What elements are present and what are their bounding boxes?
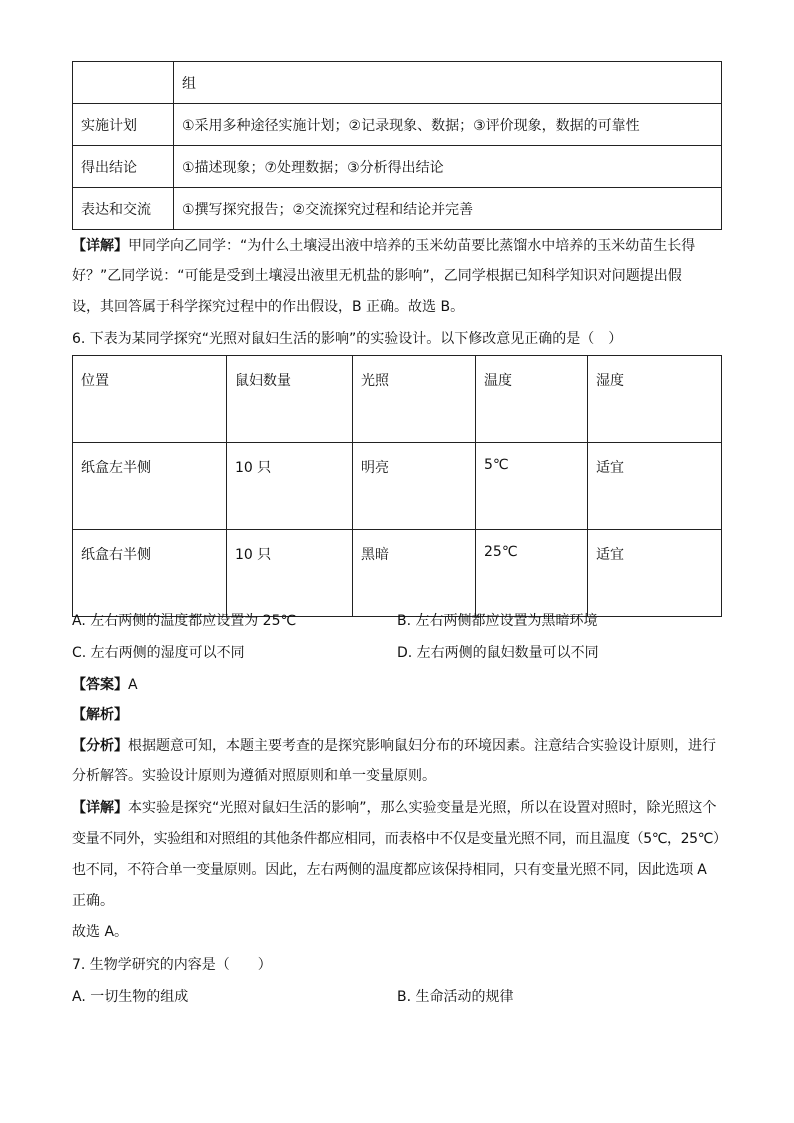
q6-detail-line-3: 也不同，不符合单一变量原则。因此，左右两侧的温度都应该保持相同，只有变量光照不同，因此选项 A: [72, 862, 707, 878]
q5-detail-line-2: 好？”乙同学说：“可能是受到土壤浸出液里无机盐的影响”，乙同学根据已知科学知识对问题提出假: [72, 268, 682, 284]
table-cell: 适宜: [588, 443, 722, 530]
q6-question: 6. 下表为某同学探究“光照对鼠妇生活的影响”的实验设计。以下修改意见正确的是（ ）: [72, 331, 623, 347]
q5-detail-line-1: [72, 236, 722, 256]
step-cell: 得出结论: [73, 146, 174, 188]
detail-tag: 【详解】: [72, 238, 128, 254]
table-cell: 明亮: [353, 443, 476, 530]
table-row: [73, 443, 722, 530]
q6-detail-line-1: [72, 798, 722, 818]
table-cell: 5℃: [476, 443, 588, 530]
table-row: [73, 530, 722, 617]
header-cell: 鼠妇数量: [227, 356, 353, 443]
table-row: [73, 62, 722, 104]
q6-detail-line-4: 正确。: [72, 893, 114, 909]
q6-option-a: A. 左右两侧的温度都应设置为 25℃: [72, 613, 297, 629]
q6-fenxi-line-1: [72, 736, 722, 756]
header-cell: 位置: [73, 356, 227, 443]
content-cell: ①撰写探究报告；②交流探究过程和结论并完善: [174, 188, 722, 230]
q7-option-b: B. 生命活动的规律: [397, 989, 514, 1005]
step-cell: 实施计划: [73, 104, 174, 146]
q5-detail-line-3: 设，其回答属于科学探究过程中的作出假设，B 正确。故选 B。: [72, 299, 465, 315]
fenxi-text: 根据题意可知，本题主要考查的是探究影响鼠妇分布的环境因素。注意结合实验设计原则，进行: [128, 738, 716, 754]
header-cell: 光照: [353, 356, 476, 443]
detail-text: 甲同学向乙同学：“为什么土壤浸出液中培养的玉米幼苗要比蒸馏水中培养的玉米幼苗生长得: [128, 238, 696, 254]
q6-option-d: D. 左右两侧的鼠妇数量可以不同: [397, 645, 599, 661]
table-row: [73, 104, 722, 146]
content-cell: 组: [174, 62, 722, 104]
step-cell: 表达和交流: [73, 188, 174, 230]
analysis-tag: 【解析】: [72, 707, 128, 723]
table-cell: 纸盒右半侧: [73, 530, 227, 617]
q6-answer: [72, 675, 722, 695]
q6-fenxi-line-2: 分析解答。实验设计原则为遵循对照原则和单一变量原则。: [72, 768, 436, 784]
table-row: [73, 188, 722, 230]
answer-tag: 【答案】: [72, 677, 128, 693]
fenxi-tag: 【分析】: [72, 738, 128, 754]
inquiry-steps-table: [72, 61, 722, 230]
table-cell: 10 只: [227, 530, 353, 617]
q6-analysis-tag: [72, 705, 722, 725]
content-cell: ①描述现象；⑦处理数据；③分析得出结论: [174, 146, 722, 188]
answer-value: A: [128, 677, 138, 693]
header-cell: 湿度: [588, 356, 722, 443]
content-cell: ①采用多种途径实施计划；②记录现象、数据；③评价现象，数据的可靠性: [174, 104, 722, 146]
q7-question: 7. 生物学研究的内容是（ ）: [72, 957, 272, 973]
q6-option-c: C. 左右两侧的湿度可以不同: [72, 645, 245, 661]
q7-option-a: A. 一切生物的组成: [72, 989, 189, 1005]
table-cell: 10 只: [227, 443, 353, 530]
table-cell: 黑暗: [353, 530, 476, 617]
q6-conclusion: 故选 A。: [72, 924, 129, 940]
table-cell: 25℃: [476, 530, 588, 617]
header-cell: 温度: [476, 356, 588, 443]
woodlouse-experiment-table: [72, 355, 722, 617]
table-cell: 适宜: [588, 530, 722, 617]
q6-option-b: B. 左右两侧都应设置为黑暗环境: [397, 613, 598, 629]
table-header-row: [73, 356, 722, 443]
detail-text: 本实验是探究“光照对鼠妇生活的影响”，那么实验变量是光照，所以在设置对照时，除光照这个: [128, 800, 717, 816]
step-cell: [73, 62, 174, 104]
q6-detail-line-2: 变量不同外，实验组和对照组的其他条件都应相同，而表格中不仅是变量光照不同，而且温度（5℃，25℃）: [72, 831, 727, 847]
table-row: [73, 146, 722, 188]
detail-tag: 【详解】: [72, 800, 128, 816]
table-cell: 纸盒左半侧: [73, 443, 227, 530]
